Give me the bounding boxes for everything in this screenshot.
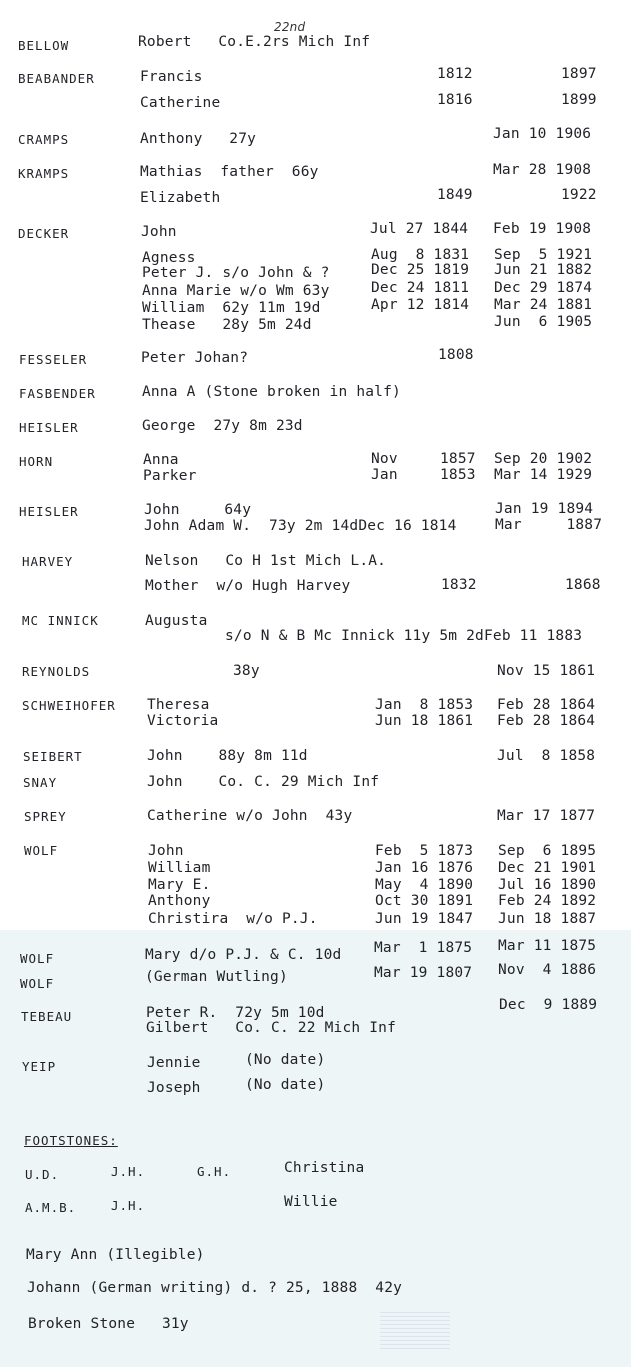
record-text: 1853 bbox=[440, 467, 476, 483]
record-text: Mar 24 1881 bbox=[494, 297, 593, 313]
record-text: Gilbert Co. C. 22 Mich Inf bbox=[146, 1020, 397, 1036]
record-text: Jan bbox=[371, 467, 398, 483]
record-text: 1849 bbox=[437, 187, 473, 203]
record-text: Jun 18 1887 bbox=[498, 911, 597, 927]
record-text: Dec 29 1874 bbox=[494, 280, 593, 296]
record-text: Aug 8 1831 bbox=[371, 247, 470, 263]
record-text: 1857 bbox=[440, 451, 476, 467]
record-text: Dec 9 1889 bbox=[499, 997, 598, 1013]
record-text: TEBEAU bbox=[21, 1009, 73, 1024]
record-text: Peter R. 72y 5m 10d bbox=[146, 1005, 325, 1021]
record-text: Jun 18 1861 bbox=[375, 713, 474, 729]
record-text: Anthony bbox=[148, 893, 211, 909]
record-text: 1897 bbox=[561, 66, 597, 82]
record-text: 1808 bbox=[438, 347, 474, 363]
record-text: J.H. bbox=[111, 1164, 146, 1179]
record-text: Feb 24 1892 bbox=[498, 893, 597, 909]
record-text: Feb 19 1908 bbox=[493, 221, 592, 237]
record-text: Jan 19 1894 bbox=[495, 501, 594, 517]
record-text: U.D. bbox=[25, 1167, 60, 1182]
record-text: Christira w/o P.J. bbox=[148, 911, 318, 927]
record-text: 22nd bbox=[274, 20, 306, 34]
record-text: SEIBERT bbox=[23, 749, 83, 764]
record-text: Jan 16 1876 bbox=[375, 860, 474, 876]
record-text: BEABANDER bbox=[18, 71, 95, 86]
record-text: Mother w/o Hugh Harvey bbox=[145, 578, 351, 594]
record-text: Joseph bbox=[147, 1080, 201, 1096]
record-text: Willie bbox=[284, 1194, 338, 1210]
record-text: YEIP bbox=[22, 1059, 57, 1074]
record-text: Feb 28 1864 bbox=[497, 713, 596, 729]
record-text: Nelson Co H 1st Mich L.A. bbox=[145, 553, 387, 569]
record-text: Jul 8 1858 bbox=[497, 748, 596, 764]
record-text: Mar 19 1807 bbox=[374, 965, 473, 981]
record-text: Francis bbox=[140, 69, 203, 85]
record-text: Anna Marie w/o Wm 63y bbox=[142, 283, 330, 299]
record-text: Broken Stone 31y bbox=[28, 1316, 189, 1332]
record-text: J.H. bbox=[111, 1198, 146, 1213]
record-text: 1812 bbox=[437, 66, 473, 82]
record-text: SNAY bbox=[23, 775, 58, 790]
record-text: Christina bbox=[284, 1160, 365, 1176]
record-text: 1832 bbox=[441, 577, 477, 593]
record-text: Apr 12 1814 bbox=[371, 297, 470, 313]
record-text: Jan 10 1906 bbox=[493, 126, 592, 142]
record-text: Mar 14 1929 bbox=[494, 467, 593, 483]
record-text: Nov 15 1861 bbox=[497, 663, 596, 679]
record-text: Nov 4 1886 bbox=[498, 962, 597, 978]
record-text: SCHWEIHOFER bbox=[22, 698, 116, 713]
record-text: Anna bbox=[143, 452, 179, 468]
record-text: HEISLER bbox=[19, 420, 79, 435]
record-text: Johann (German writing) d. ? 25, 1888 42y bbox=[27, 1280, 403, 1296]
record-text: John bbox=[148, 843, 184, 859]
record-text: Sep 5 1921 bbox=[494, 247, 593, 263]
record-text: G.H. bbox=[197, 1164, 232, 1179]
record-text: Dec 24 1811 bbox=[371, 280, 470, 296]
record-text: Mar 1887 bbox=[495, 517, 603, 533]
record-text: Nov bbox=[371, 451, 398, 467]
record-text: Anna A (Stone broken in half) bbox=[142, 384, 401, 400]
record-text: William 62y 11m 19d bbox=[142, 300, 321, 316]
record-text: REYNOLDS bbox=[22, 664, 91, 679]
record-text: A.M.B. bbox=[25, 1200, 77, 1215]
record-text: Robert Co.E.2rs Mich Inf bbox=[138, 34, 371, 50]
record-text: Victoria bbox=[147, 713, 219, 729]
record-text: Jun 21 1882 bbox=[494, 262, 593, 278]
record-text: HEISLER bbox=[19, 504, 79, 519]
record-text: 1922 bbox=[561, 187, 597, 203]
record-text: BELLOW bbox=[18, 38, 70, 53]
record-text: WOLF bbox=[24, 843, 59, 858]
record-text: Catherine w/o John 43y bbox=[147, 808, 353, 824]
record-text: FESSELER bbox=[19, 352, 88, 367]
record-text: Mar 11 1875 bbox=[498, 938, 597, 954]
record-text: George 27y 8m 23d bbox=[142, 418, 303, 434]
record-text: WOLF bbox=[20, 951, 55, 966]
record-text: Jun 19 1847 bbox=[375, 911, 474, 927]
record-text: s/o N & B Mc Innick 11y 5m 2dFeb 11 1883 bbox=[225, 628, 583, 644]
record-text: Dec 25 1819 bbox=[371, 262, 470, 278]
record-text: Mathias father 66y bbox=[140, 164, 319, 180]
record-text: (German Wutling) bbox=[145, 969, 288, 985]
record-text: Jan 8 1853 bbox=[375, 697, 474, 713]
record-text: 1868 bbox=[565, 577, 601, 593]
record-text: Mar 1 1875 bbox=[374, 940, 473, 956]
record-text: Peter Johan? bbox=[141, 350, 249, 366]
record-text: May 4 1890 bbox=[375, 877, 474, 893]
record-text: Jennie bbox=[147, 1055, 201, 1071]
record-text: 38y bbox=[233, 663, 260, 679]
record-text: Peter J. s/o John & ? bbox=[142, 265, 330, 281]
record-text: Mary E. bbox=[148, 877, 211, 893]
record-text: Jul 27 1844 bbox=[370, 221, 469, 237]
record-text: KRAMPS bbox=[18, 166, 70, 181]
record-text: MC INNICK bbox=[22, 613, 99, 628]
scan-smudge bbox=[380, 1312, 450, 1352]
record-text: John Co. C. 29 Mich Inf bbox=[147, 774, 380, 790]
record-text: Theresa bbox=[147, 697, 210, 713]
record-text: Thease 28y 5m 24d bbox=[142, 317, 312, 333]
record-text: John 88y 8m 11d bbox=[147, 748, 308, 764]
record-text: Jul 16 1890 bbox=[498, 877, 597, 893]
record-text: 1899 bbox=[561, 92, 597, 108]
record-text: FOOTSTONES: bbox=[24, 1133, 118, 1148]
record-text: Jun 6 1905 bbox=[494, 314, 593, 330]
record-text: Augusta bbox=[145, 613, 208, 629]
record-text: 1816 bbox=[437, 92, 473, 108]
record-text: Dec 21 1901 bbox=[498, 860, 597, 876]
record-text: Elizabeth bbox=[140, 190, 221, 206]
record-text: Sep 6 1895 bbox=[498, 843, 597, 859]
record-text: Sep 20 1902 bbox=[494, 451, 593, 467]
record-text: (No date) bbox=[245, 1077, 326, 1093]
record-text: Mary d/o P.J. & C. 10d bbox=[145, 947, 342, 963]
record-text: Feb 5 1873 bbox=[375, 843, 474, 859]
record-text: FASBENDER bbox=[19, 386, 96, 401]
record-text: John bbox=[141, 224, 177, 240]
record-text: John 64y bbox=[144, 502, 252, 518]
record-text: WOLF bbox=[20, 976, 55, 991]
record-text: (No date) bbox=[245, 1052, 326, 1068]
record-text: Mar 28 1908 bbox=[493, 162, 592, 178]
record-text: John Adam W. 73y 2m 14dDec 16 1814 bbox=[144, 518, 457, 534]
record-text: HARVEY bbox=[22, 554, 74, 569]
record-text: Mar 17 1877 bbox=[497, 808, 596, 824]
record-text: William bbox=[148, 860, 211, 876]
record-text: DECKER bbox=[18, 226, 70, 241]
record-text: Agness bbox=[142, 250, 196, 266]
record-text: Mary Ann (Illegible) bbox=[26, 1247, 205, 1263]
record-text: Anthony 27y bbox=[140, 131, 257, 147]
record-text: SPREY bbox=[24, 809, 67, 824]
record-text: HORN bbox=[19, 454, 54, 469]
record-text: Parker bbox=[143, 468, 197, 484]
record-text: Oct 30 1891 bbox=[375, 893, 474, 909]
record-text: CRAMPS bbox=[18, 132, 70, 147]
record-text: Catherine bbox=[140, 95, 221, 111]
record-text: Feb 28 1864 bbox=[497, 697, 596, 713]
